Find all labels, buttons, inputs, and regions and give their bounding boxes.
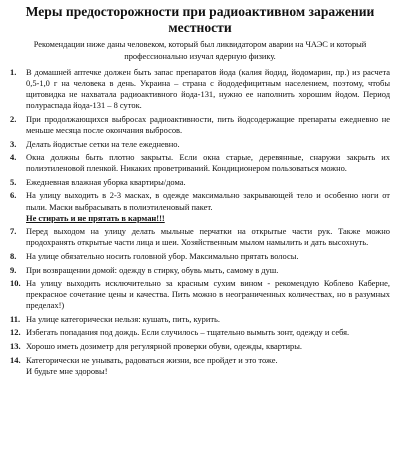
item-text: Категорически не унывать, радоваться жизни, все пройдет и это тоже. (26, 354, 278, 365)
document-title: Меры предосторожности при радиоактивном заражении местности (25, 4, 375, 35)
list-item (10, 114, 390, 136)
list-item (10, 355, 390, 377)
item-number: 13. (10, 341, 21, 352)
recommendations-list (10, 67, 390, 377)
item-number: 4. (10, 152, 17, 163)
item-text: На улицу выходить исключительно за красным сухим вином - рекомендую Коблево Каберне, прекрасное сочетание цены и качества. Пить можно в неограниченных количествах, но в разумных пределах!) (26, 278, 390, 311)
item-text: При возвращении домой: одежду в стирку, обувь мыть, самому в душ. (26, 264, 279, 275)
item-number: 11. (10, 313, 21, 324)
item-text: Перед выходом на улицу делать мыльные перчатки на открытые части рук. Также можно продохранять открытые части лица и шеи. Хозяйственным мылом намылить и дать высохнуть. (26, 226, 390, 248)
item-text: Ежедневная влажная уборка квартиры/дома. (26, 176, 186, 187)
item-number: 12. (10, 327, 21, 338)
item-number: 8. (10, 250, 17, 261)
list-item (10, 265, 390, 276)
item-body (26, 355, 390, 377)
item-number: 6. (10, 190, 17, 201)
item-text: Делать йодистые сетки на теле ежедневно. (26, 138, 180, 149)
closing-line: И будьте мне здоровы! (26, 365, 108, 376)
item-text: Окна должны быть плотно закрыты. Если окна старые, деревянные, снаружи закрыть их полиэтиленовой пленкой. Никаких проветриваний. Кондиционером пользоваться можно. (26, 152, 390, 174)
list-item (10, 341, 390, 352)
list-item (10, 314, 390, 325)
item-text: Избегать попадания под дождь. Если случилось – тщательно вымыть зонт, одежду и себя. (26, 327, 350, 338)
item-text: На улице категорически нельзя: кушать, пить, курить. (26, 313, 221, 324)
item-number: 1. (10, 67, 17, 77)
list-item (10, 177, 390, 188)
list-item (10, 190, 390, 223)
item-number: 14. (10, 354, 21, 365)
list-item (10, 152, 390, 174)
item-number: 9. (10, 264, 17, 275)
item-body (26, 190, 390, 223)
item-number: 10. (10, 278, 21, 289)
list-item (10, 327, 390, 338)
item-text: На улице обязательно носить головной убор. Максимально прятать волосы. (26, 250, 299, 261)
list-item (10, 251, 390, 262)
list-item (10, 67, 390, 111)
list-item (10, 226, 390, 248)
item-number: 5. (10, 176, 17, 187)
list-item (10, 139, 390, 150)
item-number: 2. (10, 113, 17, 124)
item-text: В домашней аптечке должен быть запас препаратов йода (калия йодид, йодомарин, пр.) из расчета 0,5-1,0 г на человека в день. Украина – страна с йододефицитным населением, поэтому, чтобы щитовидка не нахватала радиоактивного йода-131, нужно ее наполнить хорошим йодом. Период полураспада йода-131 – 8 суток. (26, 67, 390, 111)
item-text: Хорошо иметь дозиметр для регулярной проверки обуви, одежды, квартиры. (26, 341, 303, 352)
item-text: При продолжающихся выбросах радиоактивности, пить йодсодержащие препараты ежедневно не меньше месяца после окончания выбросов. (26, 113, 390, 135)
item-number: 3. (10, 138, 17, 149)
document-intro: Рекомендации ниже даны человеком, который был ликвидатором аварии на ЧАЭС и который профессионально изучал ядерную физику. (33, 40, 367, 61)
item-emphasis: Не стирать и не прятать в карман!!! (26, 212, 165, 223)
item-number: 7. (10, 226, 17, 237)
item-text: На улицу выходить в 2-3 масках, в одежде максимально закрывающей тело и особенно ноги от пыли. Маски выбрасывать в полиэтиленовый пакет. (26, 190, 390, 212)
list-item (10, 278, 390, 311)
